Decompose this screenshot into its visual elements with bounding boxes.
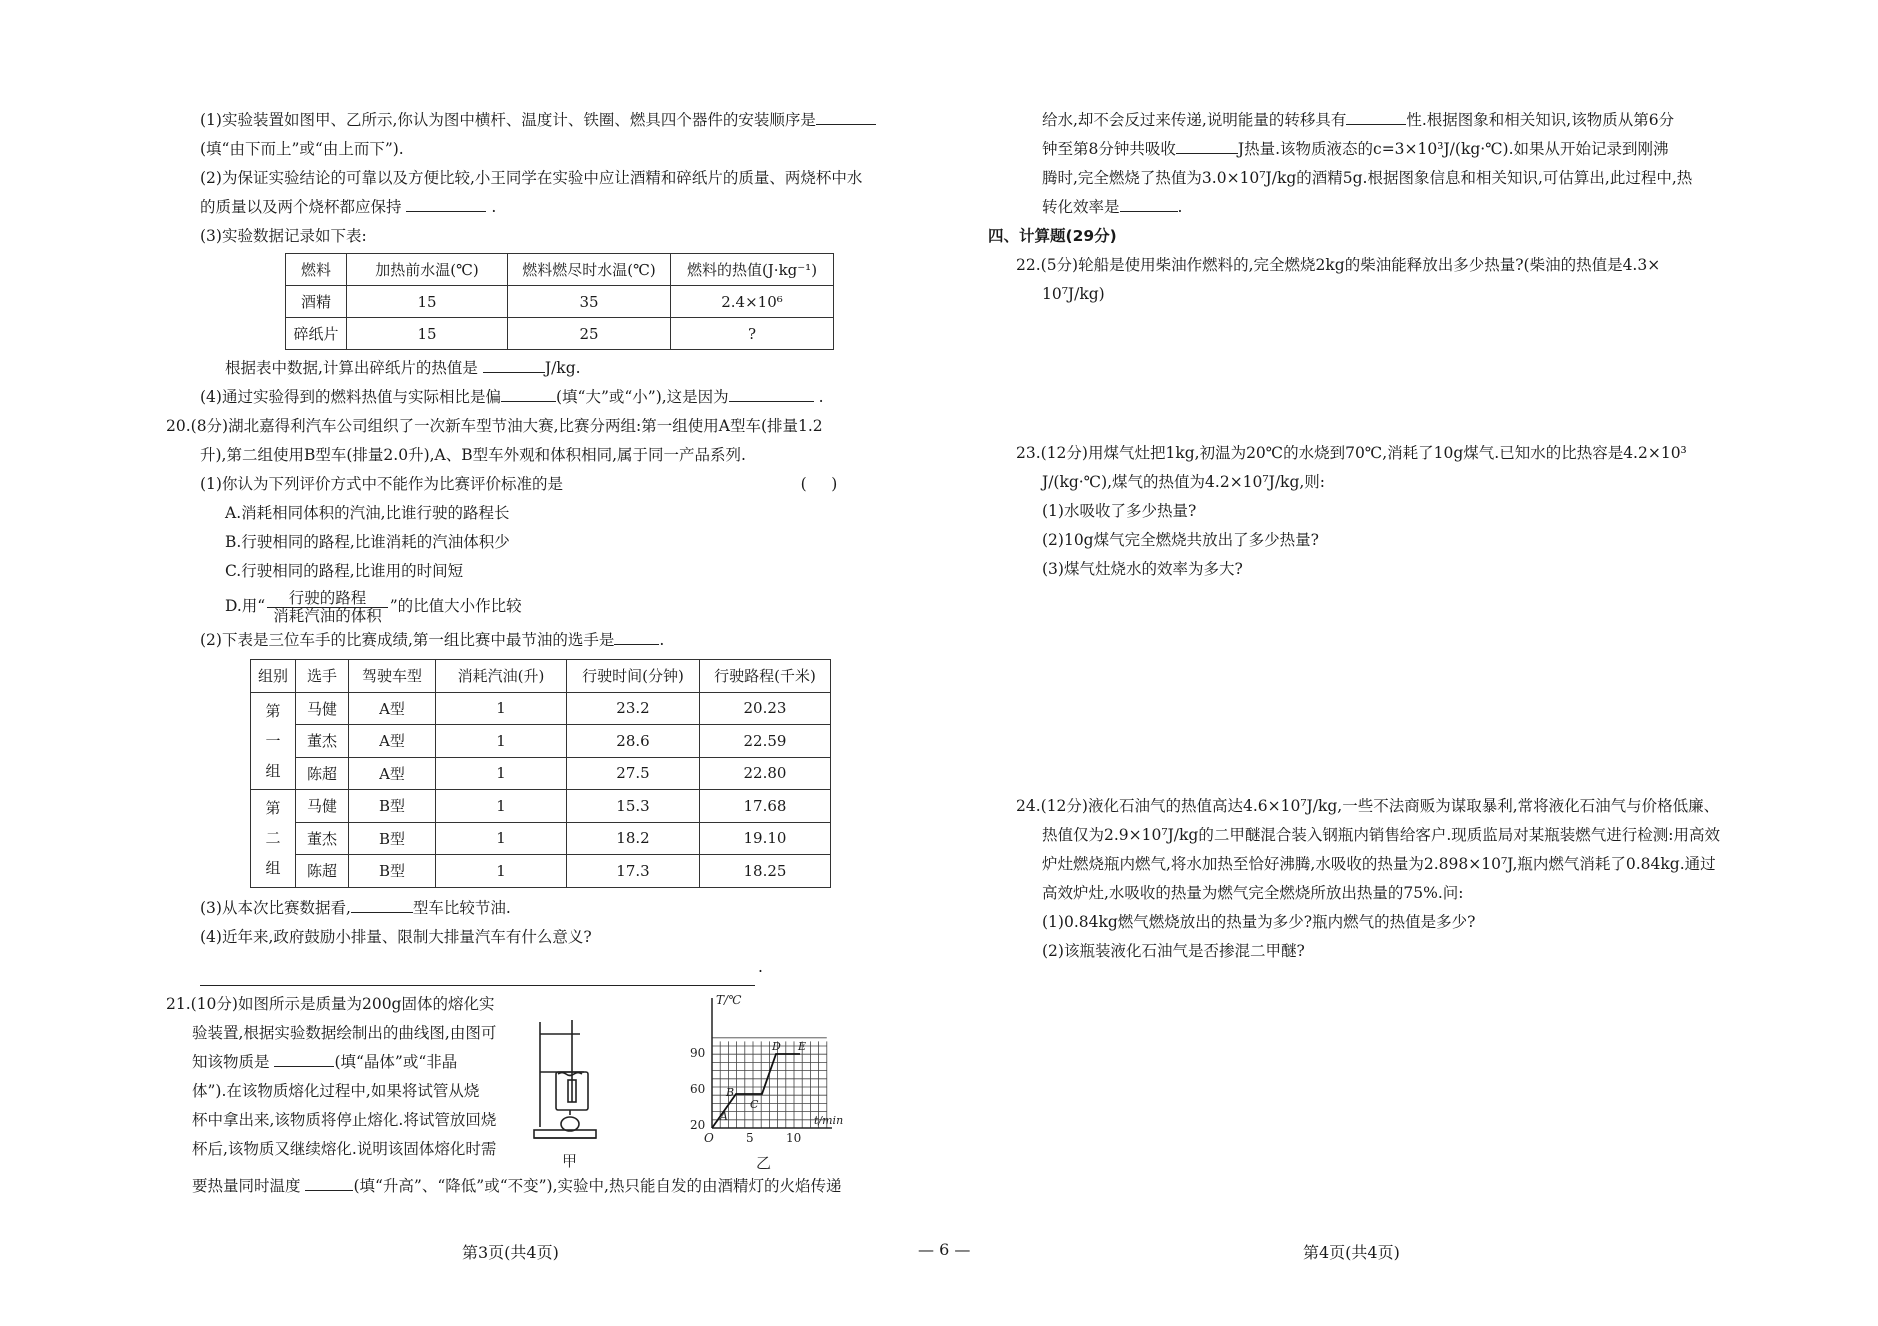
y-tick-label: 20 [690,1117,706,1132]
option-d: D.用“ $\frac{\text{行驶的路程}}{\text{消耗汽油的体积}}$ ”的比值大小作比较 [225,588,522,625]
melting-curve-graph [682,992,862,1177]
figure-label-jia: 甲 [562,1151,578,1170]
q21-line5: 杯中拿出来,该物质将停止熔化.将试管放回烧 [192,1110,497,1129]
table-cell: 35 [508,286,671,318]
q24-line2: 热值仅为2.9×10⁷J/kg的二甲醚混合装入钢瓶内销售给客户.现质监局对某瓶装燃气进行检测:用高效 [1042,826,1720,844]
q21-line7: 要热量同时温度 (填“升高”、“降低”或“不变”),实验中,热只能自发的由酒精灯的火焰传递 [192,1176,842,1195]
q19-3b: 根据表中数据,计算出碎纸片的热值是 J/kg. [225,359,581,377]
page-number-right: 第4页(共4页) [1303,1243,1400,1262]
table-row [286,318,834,350]
q24-sub2: (2)该瓶装液化石油气是否掺混二甲醚? [1042,942,1305,960]
table-cell: 15 [347,286,508,318]
q20-4-answer: . [170,952,910,990]
q23-line1: 23.(12分)用煤气灶把1kg,初温为20℃的水烧到70℃,消耗了10g煤气.已知水的比热容是4.2×10³ [1016,444,1687,462]
q23-line2: J/(kg·℃),煤气的热值为4.2×10⁷J/kg,则: [1042,473,1326,491]
group-label-2: 第 二 组 [251,790,296,888]
table-row [286,286,834,318]
table-row: 第 一 组 马健 A型 1 23.2 20.23 [251,692,831,725]
q21-line4: 体”).在该物质熔化过程中,如果将试管从烧 [192,1081,480,1100]
table-header: 消耗汽油(升) [436,660,567,693]
q21-block [166,990,910,1190]
table-cell: ? [671,318,834,350]
q21-cont-line4: 转化效率是 . [1042,198,1183,216]
table-header: 燃料燃尽时水温(℃) [508,254,671,286]
table-header: 行驶路程(千米) [700,660,831,693]
left-page [166,106,910,1201]
apparatus-figure [532,1012,602,1172]
x-axis-label: t/min [814,1113,844,1127]
table-row: 董杰 A型 1 28.6 22.59 [251,725,831,758]
table-header: 驾驶车型 [349,660,436,693]
q24-line3: 炉灶燃烧瓶内燃气,将水加热至恰好沸腾,水吸收的热量为2.898×10⁷J,瓶内燃气消耗了0.84kg.通过 [1042,855,1716,873]
q19-2-line1: (2)为保证实验结论的可靠以及方便比较,小王同学在实验中应让酒精和碎纸片的质量、两烧杯中水 [200,169,863,187]
q23-sub2: (2)10g煤气完全燃烧共放出了多少热量? [1042,531,1319,549]
q23-sub1: (1)水吸收了多少热量? [1042,502,1197,520]
table-cell: 2.4×10⁶ [671,286,834,318]
answer-blank[interactable] [274,1051,334,1067]
q20-4: (4)近年来,政府鼓励小排量、限制大排量汽车有什么意义? [200,927,592,946]
q19-1-line1: (1)实验装置如图甲、乙所示,你认为图中横杆、温度计、铁圈、燃具四个器件的安装顺序是 [170,106,910,135]
y-tick-label: 90 [690,1045,706,1060]
table-header: 燃料的热值(J·kg⁻¹) [671,254,834,286]
q24-line1: 24.(12分)液化石油气的热值高达4.6×10⁷J/kg,一些不法商贩为谋取暴利,常将液化石油气与价格低廉、 [1016,797,1720,815]
answer-blank[interactable] [1176,138,1238,154]
q19-3: (3)实验数据记录如下表: [200,227,367,245]
table-row: 第 二 组 马健 B型 1 15.3 17.68 [251,790,831,823]
table-header: 加热前水温(℃) [347,254,508,286]
answer-parens[interactable]: ( ) [800,475,838,493]
table-row: 陈超 B型 1 17.3 18.25 [251,855,831,888]
option-a: A.消耗相同体积的汽油,比谁行驶的路程长 [225,504,510,522]
q19-1-line2: (填“由下而上”或“由上而下”). [200,140,404,158]
table-row: 陈超 A型 1 27.5 22.80 [251,757,831,790]
table-header: 组别 [251,660,296,693]
sheet-number: — 6 — [918,1240,971,1259]
answer-blank[interactable] [1346,109,1406,125]
point-label-c: C [750,1097,759,1111]
y-axis-label: T/℃ [716,992,742,1007]
q23-answer-space[interactable] [988,584,1748,792]
point-label-a: A [720,1109,728,1123]
q24-line4: 高效炉灶,水吸收的热量为燃气完全燃烧所放出热量的75%.问: [1042,884,1464,902]
table-header: 行驶时间(分钟) [567,660,700,693]
answer-blank[interactable] [1120,196,1178,212]
q20-3: (3)从本次比赛数据看, 型车比较节油. [200,898,511,917]
answer-line[interactable] [200,970,755,986]
q22-line1: 22.(5分)轮船是使用柴油作燃料的,完全燃烧2kg的柴油能释放出多少热量?(柴油的热值是4.3× [1016,256,1661,274]
table-cell: 碎纸片 [286,318,347,350]
table-header: 燃料 [286,254,347,286]
q22-line2: 10⁷J/kg) [1042,285,1105,303]
table-cell: 15 [347,318,508,350]
table-cell: 25 [508,318,671,350]
q21-cont-line1: 给水,却不会反过来传递,说明能量的转移具有 性.根据图象和相关知识,该物质从第6分 [1042,111,1675,129]
section-heading: 四、计算题(29分) [988,227,1117,245]
table-header: 选手 [296,660,349,693]
group-label-1: 第 一 组 [251,692,296,790]
table-cell: 酒精 [286,286,347,318]
x-tick-label: 10 [786,1130,802,1145]
answer-blank[interactable] [816,109,876,125]
race-results-table [250,659,831,888]
option-c: C.行驶相同的路程,比谁用的时间短 [225,562,464,580]
q21-line2: 验装置,根据实验数据绘制出的曲线图,由图可 [192,1023,497,1042]
right-page [988,106,1748,966]
answer-blank[interactable] [501,386,556,402]
option-b: B.行驶相同的路程,比谁消耗的汽油体积少 [225,533,510,551]
figure-label-yi: 乙 [756,1153,772,1172]
q21-line3: 知该物质是 (填“晶体”或“非晶 [192,1052,458,1071]
x-tick-label: 5 [746,1130,754,1145]
q19-4: (4)通过实验得到的燃料热值与实际相比是偏 (填“大”或“小”),这是因为 . [200,388,824,406]
page-number-left: 第3页(共4页) [462,1243,559,1262]
y-tick-label: 60 [690,1081,706,1096]
q20-2: (2)下表是三位车手的比赛成绩,第一组比赛中最节油的选手是 . [200,631,665,649]
answer-blank[interactable] [351,897,413,913]
table-row: 董杰 B型 1 18.2 19.10 [251,822,831,855]
fraction: $\frac{\text{行驶的路程}}{\text{消耗汽油的体积}}$ [267,590,388,625]
q20-line2: 升),第二组使用B型车(排量2.0升),A、B型车外观和体积相同,属于同一产品系列. [200,446,746,464]
answer-blank[interactable] [483,357,545,373]
x-tick-label: O [704,1130,714,1145]
q22-answer-space[interactable] [988,309,1748,439]
point-label-d: D [772,1039,781,1053]
q21-line1: 21.(10分)如图所示是质量为200g固体的熔化实 [166,994,495,1013]
answer-blank[interactable] [406,196,486,212]
q21-cont-line3: 腾时,完全燃烧了热值为3.0×10⁷J/kg的酒精5g.根据图象信息和相关知识,可估算出,此过程中,热 [1042,169,1693,187]
point-label-b: B [726,1085,735,1099]
q20-1: (1)你认为下列评价方式中不能作为比赛评价标准的是 ( ) [170,470,910,499]
answer-blank[interactable] [614,629,659,645]
q23-sub3: (3)煤气灶烧水的效率为多大? [1042,560,1243,578]
q21-line6: 杯后,该物质又继续熔化.说明该固体熔化时需 [192,1139,497,1158]
q24-sub1: (1)0.84kg燃气燃烧放出的热量为多少?瓶内燃气的热值是多少? [1042,913,1476,931]
q20-line1: 20.(8分)湖北嘉得利汽车公司组织了一次新车型节油大赛,比赛分两组:第一组使用A型车(排量1.2 [166,417,823,435]
fuel-table [285,253,834,350]
q21-cont-line2: 钟至第8分钟共吸收 J热量.该物质液态的c=3×10³J/(kg·℃).如果从开始记录到刚沸 [1042,140,1669,158]
answer-blank[interactable] [729,386,814,402]
q19-2-line2: 的质量以及两个烧杯都应保持 . [200,198,497,216]
point-label-e: E [798,1039,807,1053]
